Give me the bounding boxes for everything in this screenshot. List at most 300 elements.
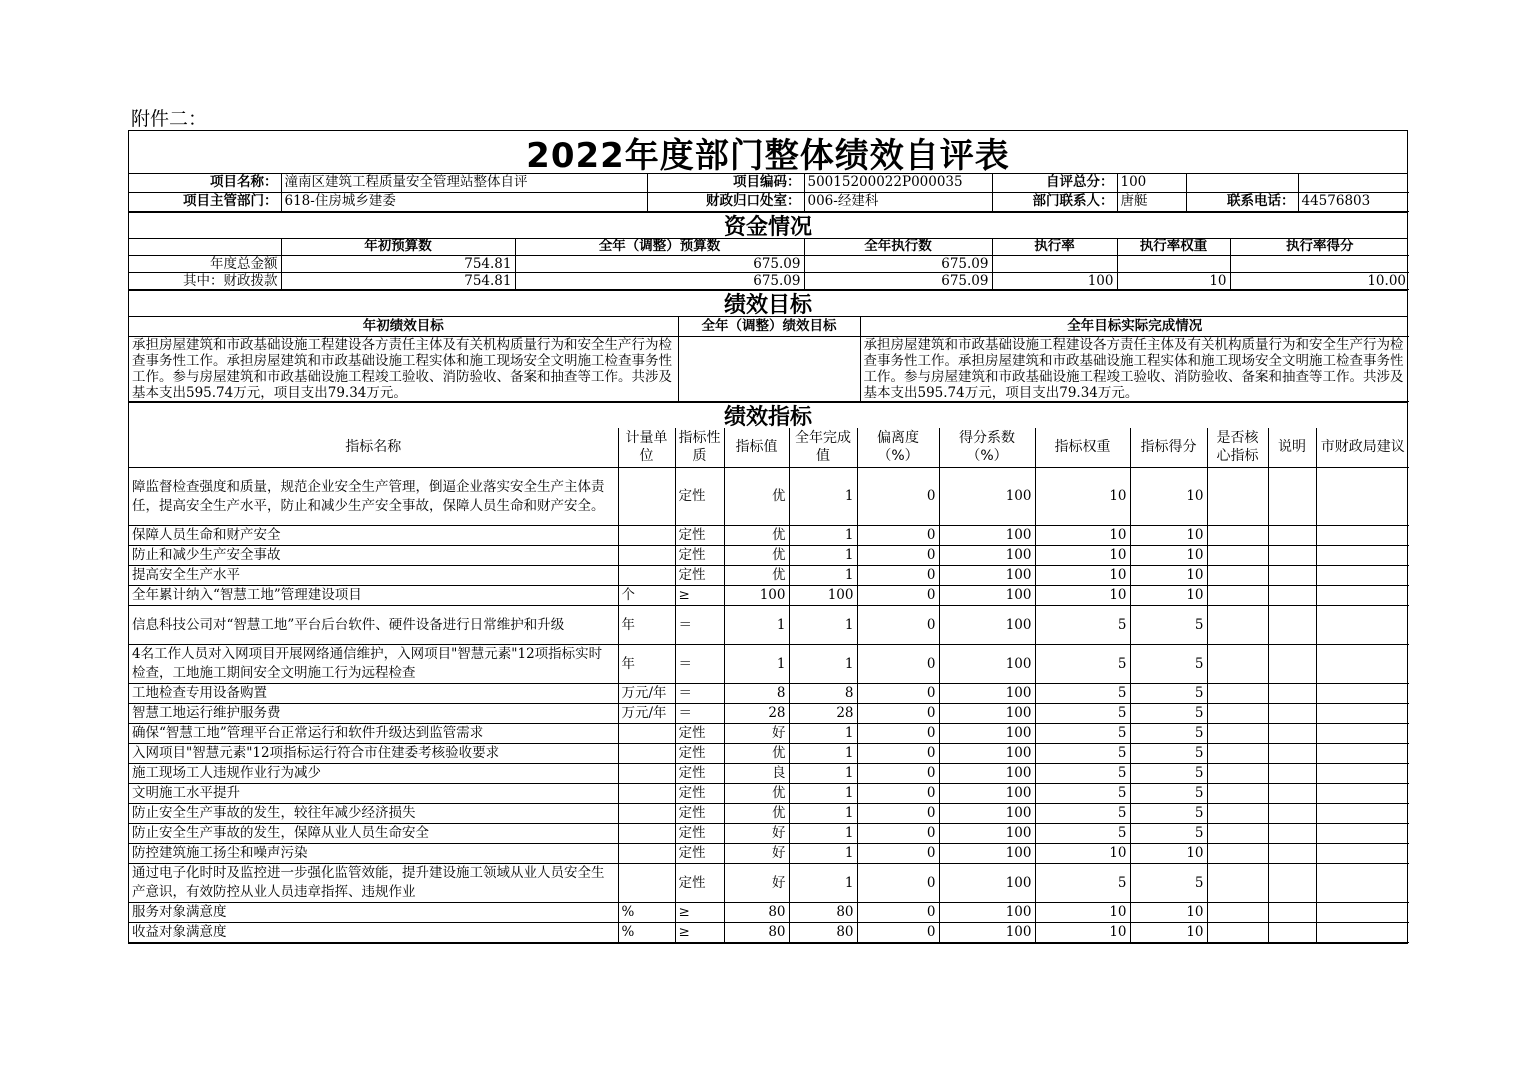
ind-weight: 5	[1035, 704, 1130, 724]
ind-header-weight: 指标权重	[1035, 428, 1130, 468]
ind-deviation: 0	[857, 864, 939, 903]
indicator-row	[129, 864, 1409, 903]
ind-weight: 10	[1035, 923, 1130, 943]
ind-coefficient: 100	[939, 724, 1035, 744]
funds-weight	[1117, 256, 1230, 273]
ind-nature: 定性	[675, 566, 724, 586]
contact-label: 部门联系人：	[992, 192, 1117, 211]
goals-actual-text: 承担房屋建筑和市政基础设施工程建设各方责任主体及有关机构质量行为和安全生产行为检查事务性工作。承担房屋建筑和市政基础设施工程实体和施工现场安全文明施工检查事务性工作。参与房屋建筑和市政基础设施工程竣工验收、消防验收、备案和抽查等工作。共涉及基本支出595.74万元，项目支出79.34万元。	[860, 336, 1409, 401]
ind-actual: 28	[789, 704, 857, 724]
ind-actual: 8	[789, 684, 857, 704]
ind-weight: 5	[1035, 684, 1130, 704]
ind-score: 10	[1130, 844, 1207, 864]
ind-note	[1268, 684, 1316, 704]
ind-coefficient: 100	[939, 923, 1035, 943]
ind-name: 防止和减少生产安全事故	[129, 546, 618, 566]
ind-weight: 5	[1035, 764, 1130, 784]
funds-header-score: 执行率得分	[1230, 239, 1409, 256]
goals-section-title: 绩效目标	[129, 290, 1407, 317]
ind-score: 10	[1130, 526, 1207, 546]
ind-name: 收益对象满意度	[129, 923, 618, 943]
ind-unit: %	[618, 923, 675, 943]
ind-name: 通过电子化时时及监控进一步强化监管效能，提升建设施工领域从业人员安全生产意识，有效防控从业人员违章指挥、违规作业	[129, 864, 618, 903]
ind-unit	[618, 844, 675, 864]
ind-core	[1207, 844, 1268, 864]
funds-header-initial: 年初预算数	[281, 239, 515, 256]
ind-unit	[618, 804, 675, 824]
ind-score: 5	[1130, 824, 1207, 844]
contact-value: 唐艇	[1117, 192, 1186, 211]
ind-weight: 5	[1035, 824, 1130, 844]
funds-table	[129, 239, 1409, 291]
ind-nature: ≥	[675, 923, 724, 943]
ind-coefficient: 100	[939, 804, 1035, 824]
ind-note	[1268, 824, 1316, 844]
funds-row-label: 年度总金额	[129, 256, 281, 273]
ind-nature: ＝	[675, 606, 724, 645]
indicator-row	[129, 744, 1409, 764]
ind-deviation: 0	[857, 566, 939, 586]
ind-actual: 1	[789, 824, 857, 844]
ind-actual: 1	[789, 744, 857, 764]
ind-note	[1268, 903, 1316, 923]
goals-adjusted-text	[678, 336, 860, 401]
phone-value: 44576803	[1298, 192, 1409, 211]
ind-actual: 1	[789, 724, 857, 744]
ind-name: 服务对象满意度	[129, 903, 618, 923]
ind-core	[1207, 586, 1268, 606]
ind-target: 好	[724, 864, 789, 903]
indicator-row	[129, 546, 1409, 566]
ind-weight: 10	[1035, 844, 1130, 864]
ind-target: 100	[724, 586, 789, 606]
ind-note	[1268, 744, 1316, 764]
ind-header-score: 指标得分	[1130, 428, 1207, 468]
ind-deviation: 0	[857, 923, 939, 943]
ind-score: 5	[1130, 645, 1207, 684]
funds-adjusted: 675.09	[515, 256, 804, 273]
ind-deviation: 0	[857, 684, 939, 704]
ind-advice	[1316, 764, 1409, 784]
funds-section-title: 资金情况	[129, 212, 1407, 239]
ind-advice	[1316, 744, 1409, 764]
empty-cell	[1298, 174, 1409, 192]
ind-actual: 1	[789, 784, 857, 804]
ind-weight: 5	[1035, 645, 1130, 684]
indicators-table	[129, 428, 1409, 944]
ind-advice	[1316, 546, 1409, 566]
ind-nature: 定性	[675, 784, 724, 804]
ind-coefficient: 100	[939, 824, 1035, 844]
ind-nature: 定性	[675, 864, 724, 903]
ind-actual: 1	[789, 546, 857, 566]
ind-name: 防止安全生产事故的发生，保障从业人员生命安全	[129, 824, 618, 844]
ind-deviation: 0	[857, 468, 939, 526]
ind-advice	[1316, 804, 1409, 824]
funds-row-label: 其中：财政拨款	[129, 273, 281, 290]
funds-score	[1230, 256, 1409, 273]
indicator-row	[129, 606, 1409, 645]
ind-unit	[618, 546, 675, 566]
ind-header-actual: 全年完成值	[789, 428, 857, 468]
ind-header-deviation: 偏离度（%）	[857, 428, 939, 468]
ind-advice	[1316, 645, 1409, 684]
ind-target: 好	[724, 724, 789, 744]
ind-nature: ＝	[675, 684, 724, 704]
ind-score: 10	[1130, 923, 1207, 943]
ind-deviation: 0	[857, 526, 939, 546]
ind-advice	[1316, 844, 1409, 864]
funds-rate	[992, 256, 1117, 273]
ind-note	[1268, 724, 1316, 744]
ind-core	[1207, 864, 1268, 903]
ind-coefficient: 100	[939, 586, 1035, 606]
ind-score: 5	[1130, 804, 1207, 824]
indicator-row	[129, 645, 1409, 684]
project-name-value: 潼南区建筑工程质量安全管理站整体自评	[281, 174, 647, 192]
ind-target: 优	[724, 784, 789, 804]
indicator-row	[129, 586, 1409, 606]
ind-weight: 10	[1035, 546, 1130, 566]
ind-target: 优	[724, 546, 789, 566]
ind-deviation: 0	[857, 546, 939, 566]
ind-weight: 5	[1035, 784, 1130, 804]
ind-coefficient: 100	[939, 704, 1035, 724]
ind-deviation: 0	[857, 606, 939, 645]
ind-header-name: 指标名称	[129, 428, 618, 468]
ind-unit	[618, 864, 675, 903]
ind-deviation: 0	[857, 724, 939, 744]
ind-score: 5	[1130, 684, 1207, 704]
goals-initial-text: 承担房屋建筑和市政基础设施工程建设各方责任主体及有关机构质量行为和安全生产行为检查事务性工作。承担房屋建筑和市政基础设施工程实体和施工现场安全文明施工检查事务性工作。参与房屋建筑和市政基础设施工程竣工验收、消防验收、备案和抽查等工作。共涉及基本支出595.74万元，项目支出79.34万元。	[129, 336, 678, 401]
ind-deviation: 0	[857, 645, 939, 684]
project-info-table	[129, 174, 1409, 212]
ind-unit: 年	[618, 606, 675, 645]
ind-advice	[1316, 704, 1409, 724]
ind-nature: 定性	[675, 724, 724, 744]
ind-note	[1268, 606, 1316, 645]
indicator-row	[129, 923, 1409, 943]
funds-rate: 100	[992, 273, 1117, 290]
ind-name: 施工现场工人违规作业行为减少	[129, 764, 618, 784]
indicator-row	[129, 844, 1409, 864]
ind-actual: 1	[789, 566, 857, 586]
ind-advice	[1316, 903, 1409, 923]
ind-advice	[1316, 824, 1409, 844]
indicator-row	[129, 566, 1409, 586]
ind-header-nature: 指标性质	[675, 428, 724, 468]
ind-advice	[1316, 784, 1409, 804]
ind-target: 28	[724, 704, 789, 724]
ind-nature: 定性	[675, 844, 724, 864]
ind-core	[1207, 903, 1268, 923]
page-title: 2022年度部门整体绩效自评表	[129, 131, 1407, 174]
ind-weight: 5	[1035, 864, 1130, 903]
ind-core	[1207, 923, 1268, 943]
ind-nature: 定性	[675, 764, 724, 784]
ind-actual: 1	[789, 526, 857, 546]
ind-note	[1268, 864, 1316, 903]
ind-advice	[1316, 923, 1409, 943]
ind-score: 5	[1130, 764, 1207, 784]
ind-deviation: 0	[857, 586, 939, 606]
ind-weight: 5	[1035, 606, 1130, 645]
ind-score: 10	[1130, 586, 1207, 606]
ind-score: 10	[1130, 468, 1207, 526]
funds-initial: 754.81	[281, 273, 515, 290]
ind-deviation: 0	[857, 824, 939, 844]
goals-header-adjusted: 全年（调整）绩效目标	[678, 317, 860, 336]
ind-name: 全年累计纳入“智慧工地”管理建设项目	[129, 586, 618, 606]
goals-header-actual: 全年目标实际完成情况	[860, 317, 1409, 336]
ind-nature: ≥	[675, 586, 724, 606]
empty-cell	[1186, 174, 1298, 192]
ind-target: 1	[724, 645, 789, 684]
ind-score: 5	[1130, 606, 1207, 645]
ind-unit	[618, 566, 675, 586]
ind-name: 信息科技公司对“智慧工地”平台后台软件、硬件设备进行日常维护和升级	[129, 606, 618, 645]
project-code-value: 50015200022P000035	[804, 174, 992, 192]
project-name-label: 项目名称：	[129, 174, 281, 192]
ind-coefficient: 100	[939, 606, 1035, 645]
dept-label: 项目主管部门：	[129, 192, 281, 211]
ind-header-core: 是否核心指标	[1207, 428, 1268, 468]
ind-weight: 10	[1035, 586, 1130, 606]
ind-unit	[618, 468, 675, 526]
ind-name: 入网项目"智慧元素"12项指标运行符合市住建委考核验收要求	[129, 744, 618, 764]
indicator-row	[129, 684, 1409, 704]
finance-label: 财政归口处室：	[647, 192, 804, 211]
indicator-row	[129, 804, 1409, 824]
evaluation-sheet	[128, 130, 1408, 944]
ind-weight: 10	[1035, 903, 1130, 923]
goals-header-initial: 年初绩效目标	[129, 317, 678, 336]
ind-core	[1207, 744, 1268, 764]
ind-core	[1207, 645, 1268, 684]
finance-value: 006-经建科	[804, 192, 992, 211]
funds-weight: 10	[1117, 273, 1230, 290]
ind-coefficient: 100	[939, 526, 1035, 546]
ind-score: 5	[1130, 704, 1207, 724]
ind-actual: 100	[789, 586, 857, 606]
attachment-label: 附件二：	[131, 108, 208, 130]
ind-target: 8	[724, 684, 789, 704]
indicator-row	[129, 724, 1409, 744]
ind-actual: 1	[789, 844, 857, 864]
ind-advice	[1316, 684, 1409, 704]
ind-name: 防控建筑施工扬尘和噪声污染	[129, 844, 618, 864]
ind-coefficient: 100	[939, 903, 1035, 923]
ind-actual: 1	[789, 864, 857, 903]
funds-initial: 754.81	[281, 256, 515, 273]
ind-note	[1268, 468, 1316, 526]
indicator-row	[129, 784, 1409, 804]
ind-core	[1207, 784, 1268, 804]
ind-name: 文明施工水平提升	[129, 784, 618, 804]
ind-unit	[618, 526, 675, 546]
ind-target: 良	[724, 764, 789, 784]
indicator-row	[129, 526, 1409, 546]
ind-target: 1	[724, 606, 789, 645]
ind-advice	[1316, 864, 1409, 903]
ind-unit: %	[618, 903, 675, 923]
dept-value: 618-住房城乡建委	[281, 192, 647, 211]
ind-weight: 10	[1035, 468, 1130, 526]
ind-core	[1207, 546, 1268, 566]
ind-score: 10	[1130, 903, 1207, 923]
funds-adjusted: 675.09	[515, 273, 804, 290]
ind-actual: 80	[789, 903, 857, 923]
ind-name: 保障人员生命和财产安全	[129, 526, 618, 546]
score-label: 自评总分：	[992, 174, 1117, 192]
funds-executed: 675.09	[804, 256, 992, 273]
ind-unit: 万元/年	[618, 684, 675, 704]
ind-nature: 定性	[675, 804, 724, 824]
ind-name: 防止安全生产事故的发生，较往年减少经济损失	[129, 804, 618, 824]
ind-nature: ≥	[675, 903, 724, 923]
ind-note	[1268, 704, 1316, 724]
indicator-row	[129, 903, 1409, 923]
ind-actual: 80	[789, 923, 857, 943]
ind-coefficient: 100	[939, 546, 1035, 566]
ind-score: 5	[1130, 864, 1207, 903]
ind-target: 优	[724, 566, 789, 586]
ind-header-unit: 计量单位	[618, 428, 675, 468]
ind-deviation: 0	[857, 844, 939, 864]
ind-name: 4名工作人员对入网项目开展网络通信维护，入网项目"智慧元素"12项指标实时检查，工地施工期间安全文明施工行为远程检查	[129, 645, 618, 684]
ind-nature: ＝	[675, 645, 724, 684]
ind-advice	[1316, 586, 1409, 606]
ind-weight: 10	[1035, 566, 1130, 586]
ind-name: 智慧工地运行维护服务费	[129, 704, 618, 724]
ind-note	[1268, 923, 1316, 943]
ind-unit: 个	[618, 586, 675, 606]
funds-header-adjusted: 全年（调整）预算数	[515, 239, 804, 256]
ind-core	[1207, 764, 1268, 784]
ind-note	[1268, 764, 1316, 784]
ind-target: 优	[724, 804, 789, 824]
ind-core	[1207, 606, 1268, 645]
phone-label: 联系电话：	[1186, 192, 1298, 211]
ind-unit	[618, 744, 675, 764]
ind-coefficient: 100	[939, 784, 1035, 804]
ind-header-target: 指标值	[724, 428, 789, 468]
ind-actual: 1	[789, 606, 857, 645]
ind-target: 80	[724, 903, 789, 923]
indicator-row	[129, 824, 1409, 844]
ind-deviation: 0	[857, 784, 939, 804]
ind-coefficient: 100	[939, 844, 1035, 864]
funds-header-executed: 全年执行数	[804, 239, 992, 256]
ind-weight: 5	[1035, 724, 1130, 744]
ind-core	[1207, 804, 1268, 824]
ind-target: 优	[724, 526, 789, 546]
ind-target: 优	[724, 468, 789, 526]
ind-note	[1268, 784, 1316, 804]
empty-cell	[129, 239, 281, 256]
ind-coefficient: 100	[939, 645, 1035, 684]
ind-name: 障监督检查强度和质量，规范企业安全生产管理，倒逼企业落实安全生产主体责任，提高安全生产水平，防止和减少生产安全事故，保障人员生命和财产安全。	[129, 468, 618, 526]
ind-unit: 万元/年	[618, 704, 675, 724]
ind-note	[1268, 526, 1316, 546]
ind-nature: 定性	[675, 526, 724, 546]
ind-note	[1268, 645, 1316, 684]
indicator-row	[129, 764, 1409, 784]
ind-core	[1207, 468, 1268, 526]
ind-coefficient: 100	[939, 566, 1035, 586]
ind-score: 5	[1130, 784, 1207, 804]
ind-advice	[1316, 526, 1409, 546]
ind-unit	[618, 764, 675, 784]
ind-actual: 1	[789, 804, 857, 824]
ind-nature: 定性	[675, 744, 724, 764]
ind-deviation: 0	[857, 764, 939, 784]
ind-header-coefficient: 得分系数（%）	[939, 428, 1035, 468]
ind-actual: 1	[789, 645, 857, 684]
ind-target: 优	[724, 744, 789, 764]
ind-nature: ＝	[675, 704, 724, 724]
ind-score: 10	[1130, 566, 1207, 586]
ind-core	[1207, 526, 1268, 546]
ind-advice	[1316, 724, 1409, 744]
score-value: 100	[1117, 174, 1186, 192]
goals-table	[129, 317, 1409, 402]
ind-score: 5	[1130, 724, 1207, 744]
ind-score: 10	[1130, 546, 1207, 566]
ind-unit: 年	[618, 645, 675, 684]
indicators-body	[129, 468, 1409, 943]
ind-actual: 1	[789, 764, 857, 784]
ind-core	[1207, 566, 1268, 586]
project-code-label: 项目编码：	[647, 174, 804, 192]
ind-unit	[618, 784, 675, 804]
ind-note	[1268, 804, 1316, 824]
ind-target: 好	[724, 824, 789, 844]
ind-coefficient: 100	[939, 468, 1035, 526]
ind-actual: 1	[789, 468, 857, 526]
ind-nature: 定性	[675, 546, 724, 566]
ind-score: 5	[1130, 744, 1207, 764]
indicators-section-title: 绩效指标	[129, 402, 1407, 428]
ind-advice	[1316, 606, 1409, 645]
ind-core	[1207, 724, 1268, 744]
ind-coefficient: 100	[939, 744, 1035, 764]
indicator-row	[129, 704, 1409, 724]
ind-advice	[1316, 566, 1409, 586]
ind-weight: 10	[1035, 526, 1130, 546]
ind-target: 80	[724, 923, 789, 943]
funds-executed: 675.09	[804, 273, 992, 290]
ind-core	[1207, 684, 1268, 704]
ind-coefficient: 100	[939, 764, 1035, 784]
ind-deviation: 0	[857, 804, 939, 824]
ind-name: 提高安全生产水平	[129, 566, 618, 586]
ind-unit	[618, 724, 675, 744]
ind-note	[1268, 586, 1316, 606]
funds-header-weight: 执行率权重	[1117, 239, 1230, 256]
ind-core	[1207, 824, 1268, 844]
ind-deviation: 0	[857, 903, 939, 923]
ind-nature: 定性	[675, 468, 724, 526]
funds-score: 10.00	[1230, 273, 1409, 290]
funds-header-rate: 执行率	[992, 239, 1117, 256]
ind-nature: 定性	[675, 824, 724, 844]
ind-deviation: 0	[857, 744, 939, 764]
ind-note	[1268, 566, 1316, 586]
ind-header-advice: 市财政局建议	[1316, 428, 1409, 468]
ind-header-note: 说明	[1268, 428, 1316, 468]
ind-weight: 5	[1035, 744, 1130, 764]
